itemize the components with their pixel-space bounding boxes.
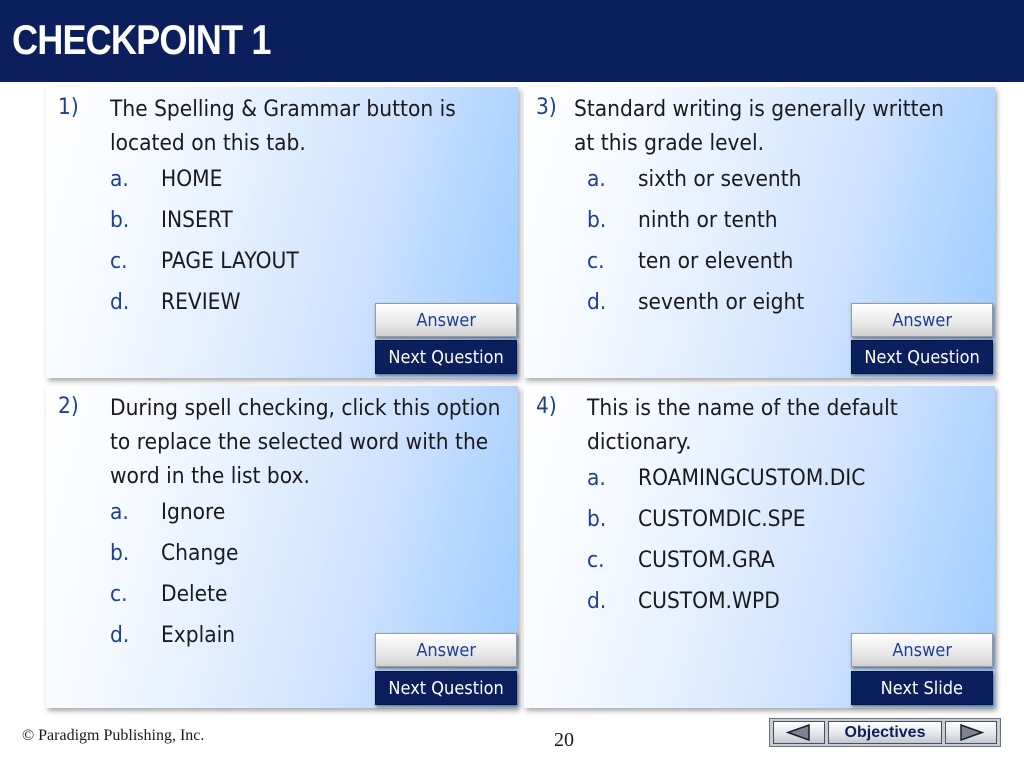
question-text: Standard writing is generally written at this grade level.: [574, 97, 944, 156]
page-number: 20: [554, 729, 574, 751]
next-question-button[interactable]: Next Question: [375, 671, 517, 705]
next-slide-nav-button[interactable]: [945, 721, 997, 744]
question-panel-3: 3) Standard writing is generally written at this grade level. a. sixth or seventh b. ninth or tenth c. ten or eleventh d. seventh or eight Answer Next Question: [524, 87, 995, 378]
answer-button[interactable]: Answer: [851, 633, 993, 667]
question-number: 2): [58, 394, 79, 419]
answer-button[interactable]: Answer: [375, 633, 517, 667]
question-text: During spell checking, click this option to replace the selected word with the word in the list box.: [110, 396, 501, 489]
question-text: The Spelling & Grammar button is located on this tab.: [110, 97, 456, 156]
answer-button[interactable]: Answer: [375, 303, 517, 337]
question-panel-1: 1) The Spelling & Grammar button is located on this tab. a. HOME b. INSERT c. PAGE LAYOUT d. REVIEW Answer Next Question: [46, 87, 518, 378]
question-panel-2: 2) During spell checking, click this option to replace the selected word with the word in the list box. a. Ignore b. Change c. Delete d. Explain Answer Next Question: [46, 386, 518, 708]
copyright-text: © Paradigm Publishing, Inc.: [22, 727, 205, 744]
answer-button[interactable]: Answer: [851, 303, 993, 337]
objectives-label: Objectives: [844, 723, 926, 741]
question-text: This is the name of the default dictionary.: [587, 396, 898, 455]
triangle-right-icon: [958, 724, 984, 741]
next-slide-button[interactable]: Next Slide: [851, 671, 993, 705]
question-number: 1): [58, 95, 79, 120]
slide-navigation-bar: [769, 718, 1001, 747]
next-question-button[interactable]: Next Question: [375, 340, 517, 374]
title-bar: [0, 0, 1024, 82]
slide-title: CHECKPOINT 1: [12, 16, 271, 63]
question-number: 3): [536, 95, 557, 120]
previous-slide-button[interactable]: [773, 721, 825, 744]
triangle-left-icon: [786, 724, 812, 741]
question-panel-4: 4) This is the name of the default dictionary. a. ROAMINGCUSTOM.DIC b. CUSTOMDIC.SPE c. CUSTOM.GRA d. CUSTOM.WPD Answer Next Slide: [524, 386, 995, 708]
next-question-button[interactable]: Next Question: [851, 340, 993, 374]
question-number: 4): [536, 394, 557, 419]
objectives-button[interactable]: [828, 721, 942, 744]
